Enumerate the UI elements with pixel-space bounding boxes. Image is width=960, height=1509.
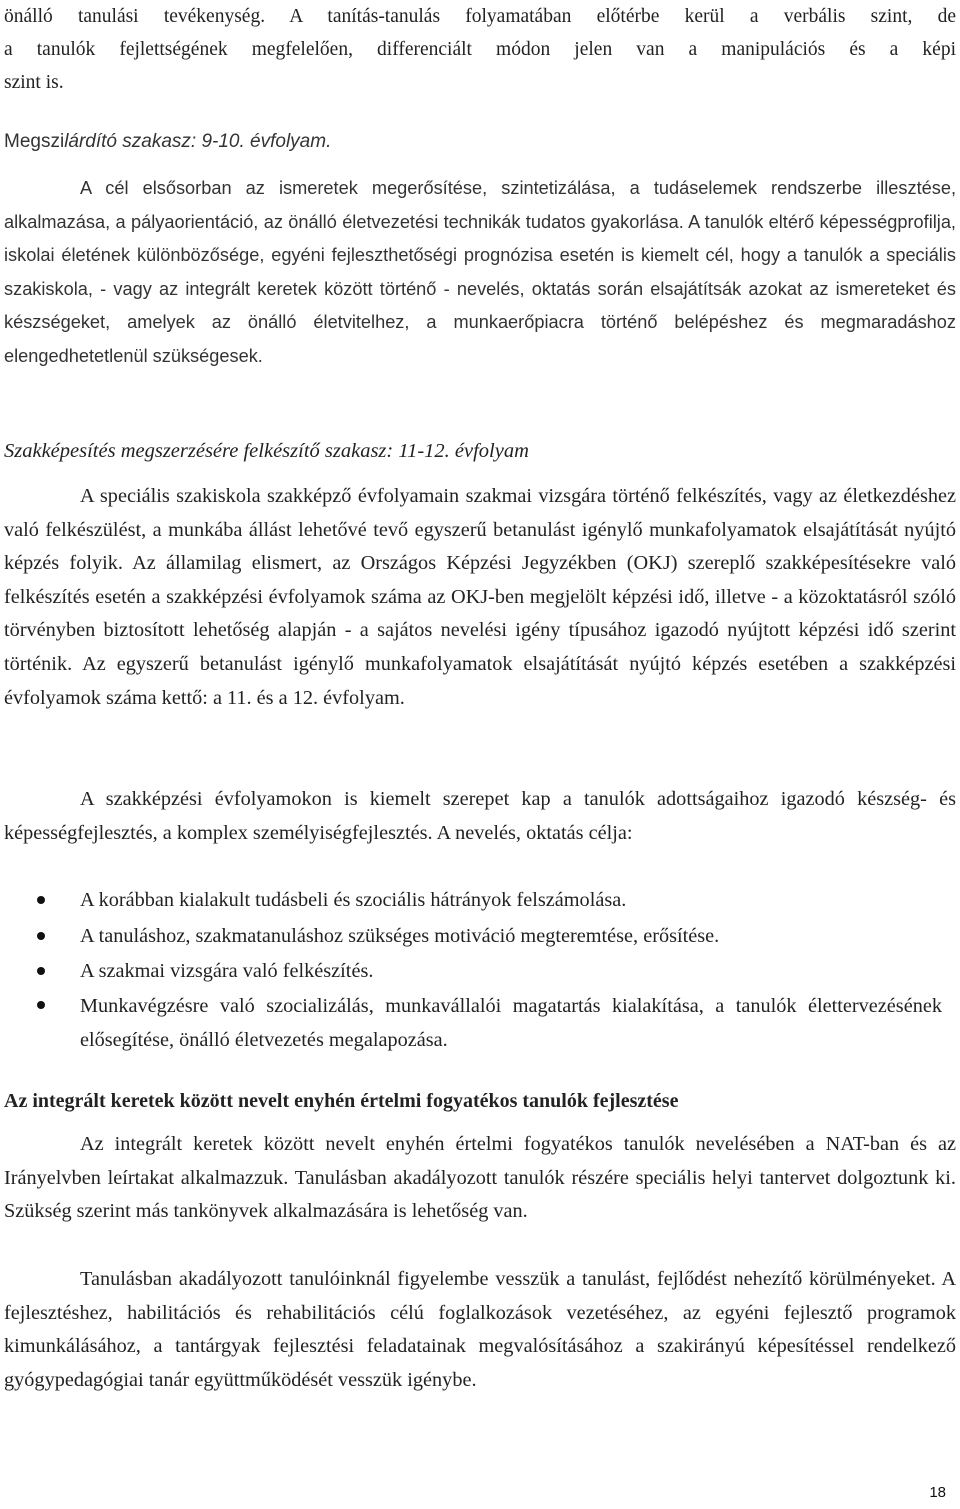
section-3-heading: Az integrált keretek között nevelt enyhén értelmi fogyatékos tanulók fejlesztése — [4, 1090, 679, 1112]
list-item-text: Munkavégzésre való szocializálás, munkavállalói magatartás kialakítása, a tanulók élettervezésének elősegítése, önálló életvezetés megalapozása. — [80, 995, 942, 1051]
section-2-heading: Szakképesítés megszerzésére felkészítő szakasz: 11-12. évfolyam — [4, 440, 529, 462]
bullet-icon — [37, 967, 45, 975]
intro-line-1: önálló tanulási tevékenység. A tanítás-tanulás folyamatában előtérbe kerül a verbális szint, de — [4, 6, 956, 27]
intro-line-2: a tanulók fejlettségének megfelelően, differenciált módon jelen van a manipulációs és a képi — [4, 39, 956, 60]
section-2-paragraph-2: A szakképzési évfolyamokon is kiemelt szerepet kap a tanulók adottságaihoz igazodó készség- és képességfejlesztés, a komplex személyiségfejlesztés. A nevelés, oktatás célja: — [4, 788, 956, 844]
section-1-paragraph: A cél elsősorban az ismeretek megerősítése, szintetizálása, a tudáselemek rendszerbe illesztése, alkalmazása, a pályaorientáció, az önálló életvezetési technikák tudatos gyakorlása. A tanulók eltérő képességprofilja, iskolai életének különbözősége, egyéni fejleszthetőségi prognózisa esetén is kiemelt cél, hogy a tanulók a speciális szakiskola, - vagy az integrált keretek között történő - nevelés, oktatás során elsajátítsák azokat az ismereteket és készségeket, amelyek az önálló életvitelhez, a munkaerőpiacra történő belépéshez és megmaradáshoz elengedhetetlenül szükségesek. — [4, 178, 956, 366]
bullet-icon — [37, 932, 45, 940]
section-2-paragraph-1: A speciális szakiskola szakképző évfolyamain szakmai vizsgára történő felkészítés, vagy az életkezdéshez való felkészülést, a munkába állást lehetővé tevő egyszerű betanulást igénylő munkafolyamatok elsajátítását nyújtó képzés folyik. Az államilag elismert, az Országos Képzési Jegyzékben (OKJ) szereplő szakképesítésekre való felkészítés esetén a szakképzési évfolyamok száma az OKJ-ben megjelölt képzési idő, illetve - a közoktatásról szóló törvényben biztosított lehetőség alapján - a sajátos nevelési igény típusához igazodó nyújtott képzési idő szerint történik. Az egyszerű betanulást igénylő munkafolyamatok elsajátítását nyújtó képzés esetében a szakképzési évfolyamok száma kettő: a 11. és a 12. évfolyam. — [4, 485, 956, 709]
list-item-text: A szakmai vizsgára való felkészítés. — [80, 960, 374, 982]
section-1-heading-italic: lárdító szakasz: 9-10. évfolyam. — [64, 131, 332, 152]
section-3-paragraph-2: Tanulásban akadályozott tanulóinknál figyelembe vesszük a tanulást, fejlődést nehezítő körülményeket. A fejlesztéshez, habilitációs és rehabilitációs célú foglalkozások vezetéséhez, az egyéni fejlesztő programok kimunkálásához, a tantárgyak fejlesztési feladatainak megvalósításához a szakirányú képesítéssel rendelkező gyógypedagógiai tanár együttműködését vesszük igénybe. — [4, 1268, 956, 1391]
intro-line-3: szint is. — [4, 72, 64, 93]
bullet-icon — [37, 896, 45, 904]
list-item-text: A korábban kialakult tudásbeli és szociális hátrányok felszámolása. — [80, 889, 627, 911]
bullet-icon — [37, 1001, 45, 1009]
section-1-heading-plain: Megszi — [4, 131, 65, 152]
page-number: 18 — [929, 1484, 946, 1501]
list-item-text: A tanuláshoz, szakmatanuláshoz szükséges motiváció megteremtése, erősítése. — [80, 925, 720, 947]
section-1-heading — [4, 131, 331, 153]
section-3-paragraph-1: Az integrált keretek között nevelt enyhén értelmi fogyatékos tanulók nevelésében a NAT-ban és az Irányelvben leírtakat alkalmazzuk. Tanulásban akadályozott tanulók részére speciális helyi tantervet dolgoztunk ki. Szükség szerint más tankönyvek alkalmazására is lehetőség van. — [4, 1133, 956, 1223]
intro-paragraph — [4, 0, 956, 99]
